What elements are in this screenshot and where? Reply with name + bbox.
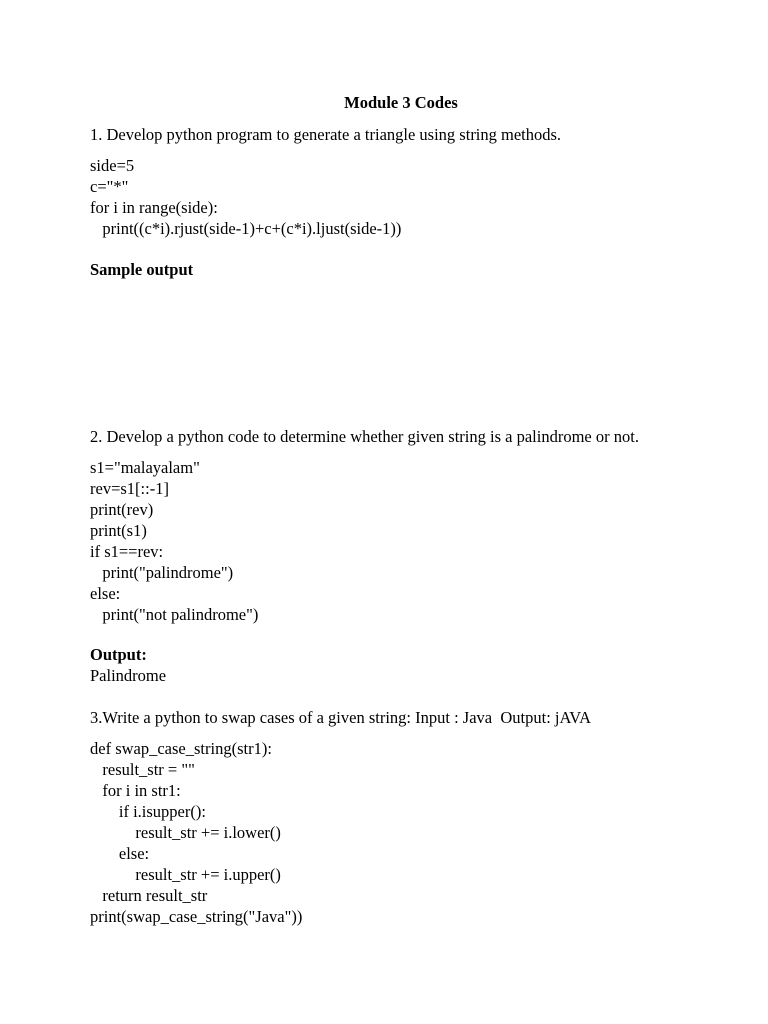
code-line: side=5: [90, 156, 135, 175]
question-1-code-block: [90, 155, 401, 239]
question-1-output-label: Sample output: [90, 260, 194, 279]
code-line: if s1==rev:: [90, 542, 164, 561]
question-2-output-label: Output:: [90, 645, 147, 664]
code-line: for i in str1:: [90, 781, 181, 800]
code-line: rev=s1[::-1]: [90, 479, 169, 498]
code-line: else:: [90, 844, 150, 863]
question-2-output-value: Palindrome: [90, 666, 167, 685]
question-3-code-block: [90, 738, 302, 927]
code-line: print((c*i).rjust(side-1)+c+(c*i).ljust(side-1)): [90, 219, 402, 238]
document-title: Module 3 Codes: [344, 93, 458, 112]
question-1-heading: 1. Develop python program to generate a triangle using string methods.: [90, 125, 562, 144]
question-3-heading: 3.Write a python to swap cases of a given string: Input : Java Output: jAVA: [90, 708, 591, 727]
question-2-heading: 2. Develop a python code to determine whether given string is a palindrome or not.: [90, 427, 639, 446]
code-line: print("not palindrome"): [90, 605, 259, 624]
code-line: print(swap_case_string("Java")): [90, 907, 303, 926]
code-line: result_str = "": [90, 760, 195, 779]
code-line: print("palindrome"): [90, 563, 234, 582]
code-line: print(s1): [90, 521, 147, 540]
code-line: s1="malayalam": [90, 458, 200, 477]
code-line: print(rev): [90, 500, 154, 519]
code-line: else:: [90, 584, 121, 603]
code-line: result_str += i.lower(): [90, 823, 281, 842]
code-line: c="*": [90, 177, 129, 196]
code-line: return result_str: [90, 886, 208, 905]
question-2-code-block: [90, 457, 258, 625]
code-line: for i in range(side):: [90, 198, 218, 217]
code-line: if i.isupper():: [90, 802, 206, 821]
code-line: def swap_case_string(str1):: [90, 739, 272, 758]
code-line: result_str += i.upper(): [90, 865, 281, 884]
